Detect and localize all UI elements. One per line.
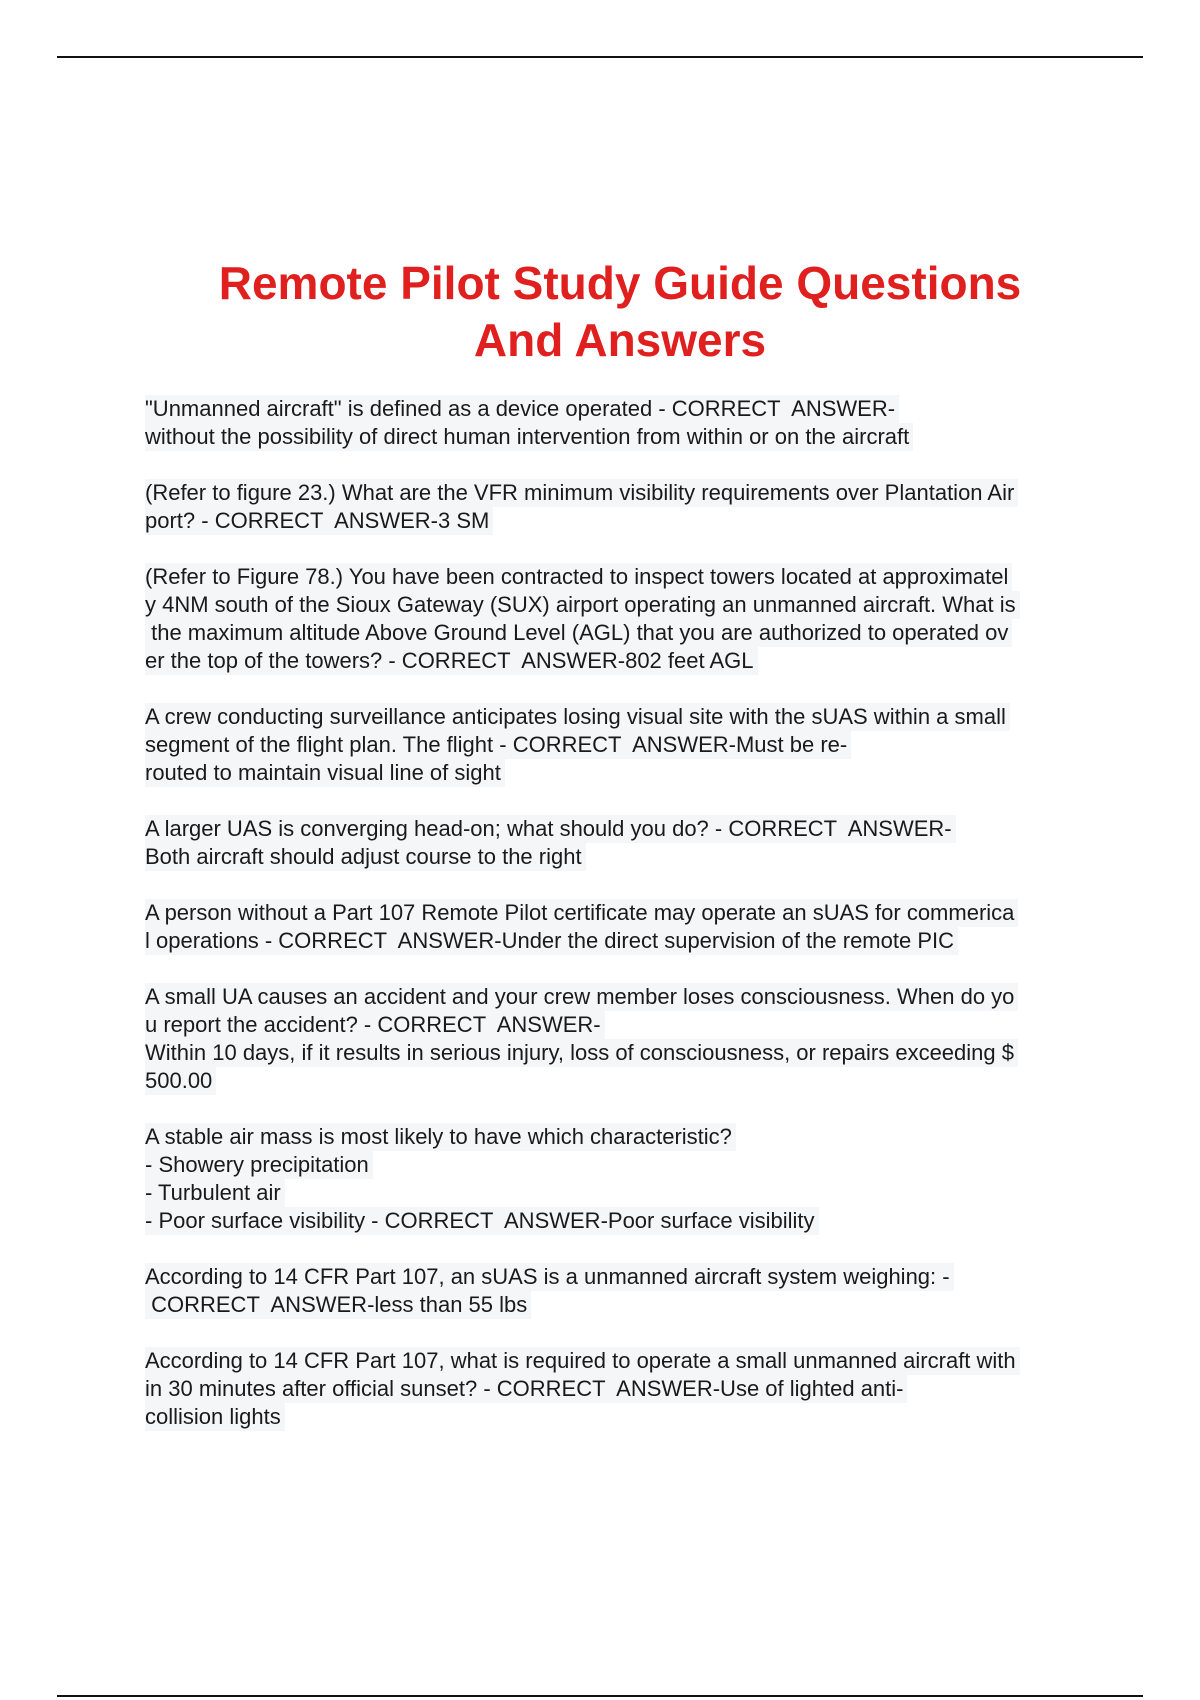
qa-item [145, 899, 1095, 955]
qa-line: (Refer to figure 23.) What are the VFR minimum visibility requirements over Plantation Air [145, 479, 1018, 507]
bottom-rule [57, 1695, 1143, 1697]
title-line: And Answers [473, 314, 767, 366]
qa-line: According to 14 CFR Part 107, an sUAS is a unmanned aircraft system weighing: - [145, 1263, 954, 1291]
qa-item [145, 1347, 1095, 1431]
qa-line: - Showery precipitation [145, 1151, 373, 1179]
qa-line: u report the accident? - CORRECT ANSWER- [145, 1011, 605, 1039]
qa-item [145, 563, 1095, 675]
qa-item [145, 815, 1095, 871]
qa-line: the maximum altitude Above Ground Level (AGL) that you are authorized to operated ov [145, 619, 1012, 647]
qa-line: - Poor surface visibility - CORRECT ANSWER-Poor surface visibility [145, 1207, 819, 1235]
qa-line: y 4NM south of the Sioux Gateway (SUX) airport operating an unmanned aircraft. What is [145, 591, 1020, 619]
title-line: Remote Pilot Study Guide Questions [218, 257, 1022, 309]
qa-line: routed to maintain visual line of sight [145, 759, 505, 787]
qa-line: port? - CORRECT ANSWER-3 SM [145, 507, 493, 535]
qa-line: l operations - CORRECT ANSWER-Under the direct supervision of the remote PIC [145, 927, 958, 955]
qa-item [145, 983, 1095, 1095]
qa-line: er the top of the towers? - CORRECT ANSWER-802 feet AGL [145, 647, 758, 675]
qa-line: A crew conducting surveillance anticipates losing visual site with the sUAS within a small [145, 703, 1010, 731]
top-rule [57, 56, 1143, 58]
page-title [0, 255, 1200, 369]
qa-line: without the possibility of direct human intervention from within or on the aircraft [145, 423, 913, 451]
qa-line: CORRECT ANSWER-less than 55 lbs [145, 1291, 531, 1319]
qa-line: in 30 minutes after official sunset? - CORRECT ANSWER-Use of lighted anti- [145, 1375, 907, 1403]
qa-item [145, 479, 1095, 535]
qa-item [145, 395, 1095, 451]
qa-line: 500.00 [145, 1067, 216, 1095]
qa-line: A larger UAS is converging head-on; what should you do? - CORRECT ANSWER- [145, 815, 956, 843]
qa-line: "Unmanned aircraft" is defined as a device operated - CORRECT ANSWER- [145, 395, 899, 423]
qa-line: According to 14 CFR Part 107, what is required to operate a small unmanned aircraft with [145, 1347, 1020, 1375]
qa-line: A small UA causes an accident and your crew member loses consciousness. When do yo [145, 983, 1018, 1011]
qa-line: - Turbulent air [145, 1179, 285, 1207]
qa-item [145, 703, 1095, 787]
qa-line: A person without a Part 107 Remote Pilot certificate may operate an sUAS for commerica [145, 899, 1018, 927]
qa-line: collision lights [145, 1403, 285, 1431]
qa-line: segment of the flight plan. The flight - CORRECT ANSWER-Must be re- [145, 731, 851, 759]
qa-item [145, 1123, 1095, 1235]
qa-item [145, 1263, 1095, 1319]
qa-line: (Refer to Figure 78.) You have been contracted to inspect towers located at approximatel [145, 563, 1012, 591]
qa-line: Both aircraft should adjust course to the right [145, 843, 586, 871]
qa-list [145, 395, 1095, 1459]
qa-line: Within 10 days, if it results in serious injury, loss of consciousness, or repairs exceeding $ [145, 1039, 1018, 1067]
qa-line: A stable air mass is most likely to have which characteristic? [145, 1123, 736, 1151]
